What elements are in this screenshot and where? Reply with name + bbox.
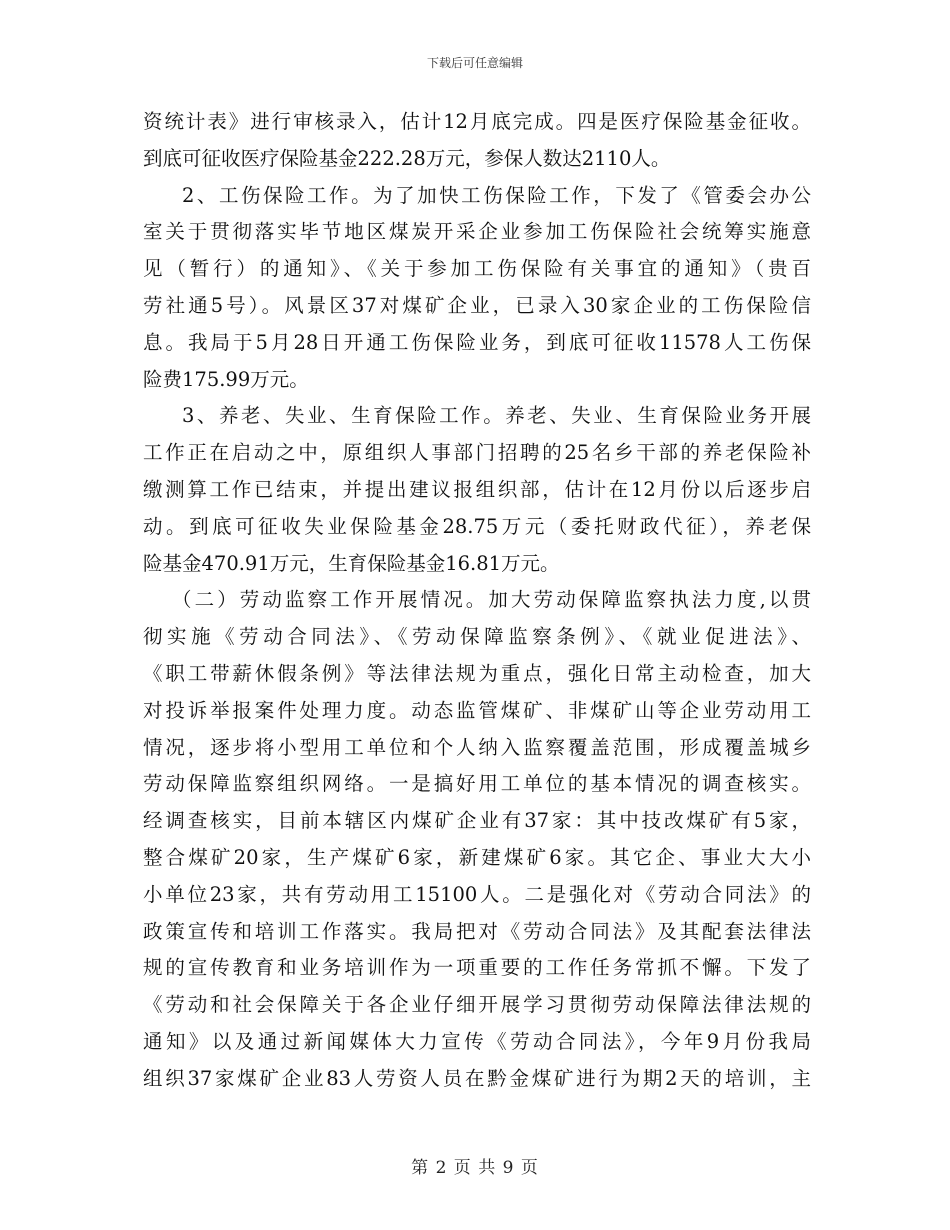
text-line: （二）劳动监察工作开展情况。加大劳动保障监察执法力度,以贯: [172, 588, 811, 612]
text-line: 息。我局于5月28日开通工伤保险业务，到底可征收11578人工伤保: [143, 330, 811, 354]
text-line: 2、工伤保险工作。为了加快工伤保险工作，下发了《管委会办公: [182, 183, 811, 207]
page-footer: 第 2 页 共 9 页: [411, 1158, 539, 1178]
text-line: 情况，逐步将小型用工单位和个人纳入监察覆盖范围，形成覆盖城乡: [143, 735, 811, 759]
text-line: 彻实施《劳动合同法》、《劳动保障监察条例》、《就业促进法》、: [143, 625, 811, 649]
page-header: 下载后可任意编辑: [426, 56, 523, 70]
text-line: 通知》以及通过新闻媒体大力宣传《劳动合同法》，今年9月份我局: [143, 1029, 811, 1053]
text-line: 工作正在启动之中，原组织人事部门招聘的25名乡干部的养老保险补: [143, 441, 811, 465]
text-line: 《劳动和社会保障关于各企业仔细开展学习贯彻劳动保障法律法规的: [143, 993, 811, 1017]
text-line: 对投诉举报案件处理力度。动态监管煤矿、非煤矿山等企业劳动用工: [143, 698, 811, 722]
text-line: 到底可征收医疗保险基金222.28万元，参保人数达2110人。: [143, 146, 671, 170]
document-body: [143, 104, 811, 1098]
text-line: 经调查核实，目前本辖区内煤矿企业有37家：其中技改煤矿有5家，: [143, 809, 811, 833]
text-line: 政策宣传和培训工作落实。我局把对《劳动合同法》及其配套法律法: [143, 919, 811, 943]
text-line: 劳动保障监察组织网络。一是搞好用工单位的基本情况的调查核实。: [143, 772, 811, 796]
text-line: 险费175.99万元。: [143, 367, 309, 391]
text-line: 资统计表》进行审核录入，估计12月底完成。四是医疗保险基金征收。: [143, 110, 811, 133]
text-line: 整合煤矿20家，生产煤矿6家，新建煤矿6家。其它企、事业大大小: [143, 845, 811, 869]
text-line: 小单位23家，共有劳动用工15100人。二是强化对《劳动合同法》的: [143, 882, 811, 906]
text-line: 规的宣传教育和业务培训作为一项重要的工作任务常抓不懈。下发了: [143, 956, 811, 980]
text-line: 《职工带薪休假条例》等法律法规为重点，强化日常主动检查，加大: [143, 661, 811, 685]
text-line: 劳社通5号）。风景区37对煤矿企业，已录入30家企业的工伤保险信: [143, 293, 811, 317]
text-line: 动。到底可征收失业保险基金28.75万元（委托财政代征），养老保: [143, 514, 811, 538]
text-line: 3、养老、失业、生育保险工作。养老、失业、生育保险业务开展: [182, 404, 811, 428]
text-line: 险基金470.91万元，生育保险基金16.81万元。: [143, 551, 560, 575]
text-line: 见（暂行）的通知》、《关于参加工伤保险有关事宜的通知》（贵百: [143, 257, 811, 281]
text-line: 组织37家煤矿企业83人劳资人员在黔金煤矿进行为期2天的培训，主: [143, 1066, 811, 1090]
text-line: 缴测算工作已结束，并提出建议报组织部，估计在12月份以后逐步启: [143, 477, 811, 501]
text-line: 室关于贯彻落实毕节地区煤炭开采企业参加工伤保险社会统筹实施意: [143, 220, 811, 244]
